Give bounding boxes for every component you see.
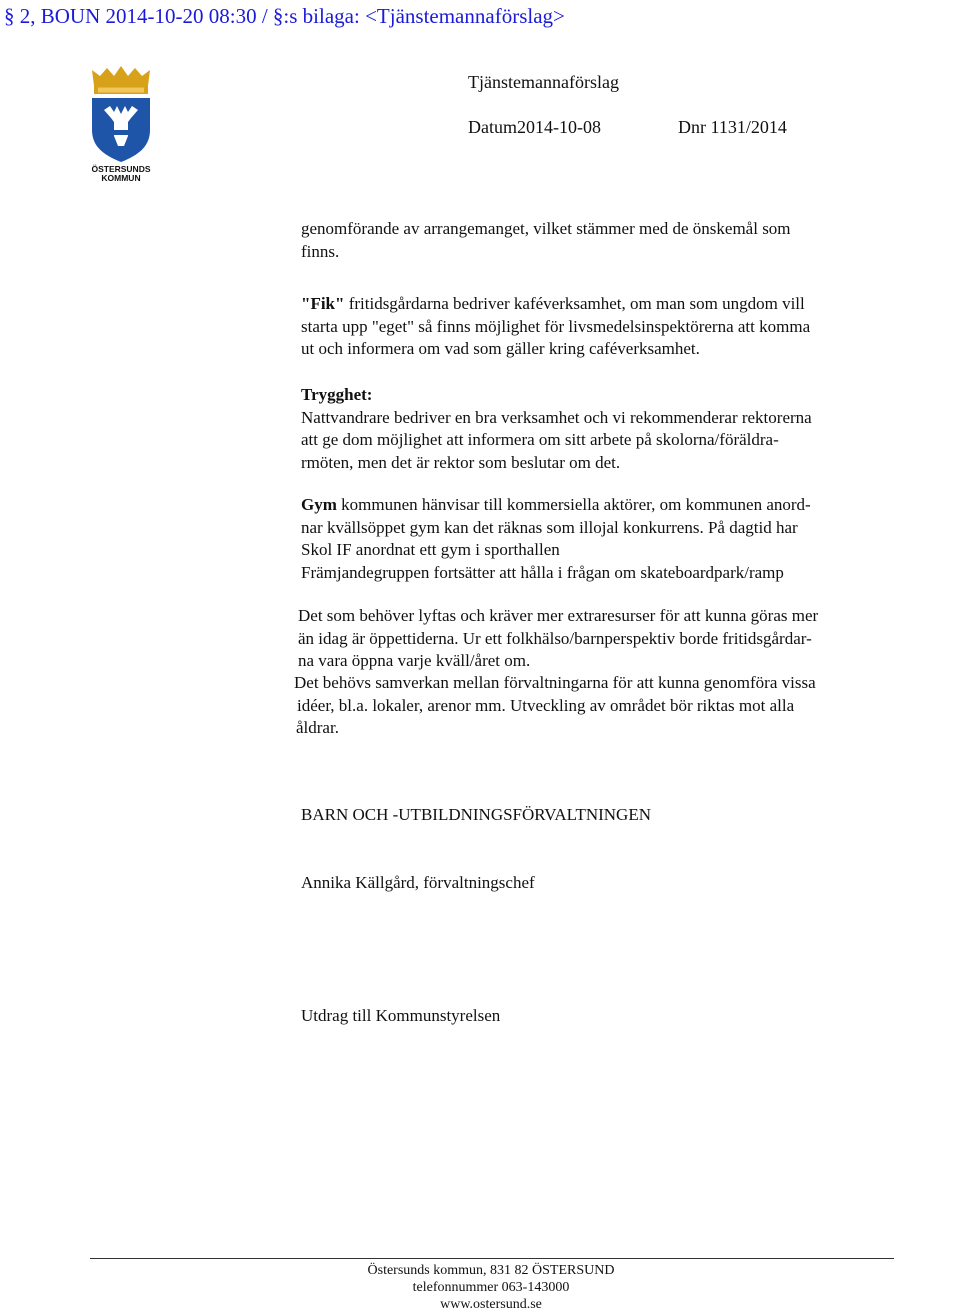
footer-phone: telefonnummer 063-143000 — [412, 1280, 570, 1295]
text-line: ut och informera om vad som gäller kring caféverksamhet. — [301, 339, 700, 358]
crown-icon — [92, 66, 150, 94]
text-line: finns. — [301, 241, 340, 261]
text-line: na vara öppna varje kväll/året om. — [298, 651, 531, 670]
paragraph-trygghet — [301, 384, 901, 474]
text-line: Främjandegruppen fortsätter att hålla i frågan om skateboardpark/ramp — [301, 562, 784, 582]
ostersund-coat-of-arms-logo — [86, 66, 156, 182]
text-line: starta upp "eget" så finns möjlighet för livsmedelsinspektörerna att komma — [301, 316, 811, 336]
paragraph-fik — [301, 293, 901, 361]
paragraph-needs — [298, 605, 898, 673]
signatory-name: Annika Källgård, förvaltningschef — [301, 873, 535, 892]
text-line: kommunen hänvisar till kommersiella aktörer, om kommunen anord- — [336, 495, 811, 514]
department-name: BARN OCH -UTBILDNINGSFÖRVALTNINGEN — [301, 805, 651, 824]
attachment-reference-line — [0, 0, 960, 32]
section-symbol: § — [272, 4, 284, 28]
bold-lead: "Fik" — [301, 294, 345, 313]
attachment-reference-text: 2, BOUN 2014-10-20 08:30 / — [19, 4, 273, 28]
footer-address: Östersunds kommun, 831 82 ÖSTERSUND — [367, 1263, 615, 1278]
text-line: Det behövs samverkan mellan förvaltningarna för att kunna genomföra vissa — [294, 673, 816, 692]
text-line: rmöten, men det är rektor som beslutar om det. — [301, 452, 621, 472]
document-date: Datum2014-10-08 — [468, 117, 601, 137]
footer-divider — [90, 1258, 894, 1259]
text-line: idéer, bl.a. lokaler, arenor mm. Utveckling av området bör riktas mot alla — [297, 695, 795, 715]
svg-text:KOMMUN: KOMMUN — [101, 173, 141, 182]
text-line: fritidsgårdarna bedriver kaféverksamhet, om man som ungdom vill — [344, 294, 805, 313]
text-line: än idag är öppettiderna. Ur ett folkhälso/barnperspektiv borde fritidsgårdar- — [298, 628, 812, 648]
text-line: Skol IF anordnat ett gym i sporthallen — [301, 540, 560, 559]
text-line: genomförande av arrangemanget, vilket stämmer med de önskemål som — [301, 219, 791, 238]
footer-website-link[interactable]: www.ostersund.se — [440, 1297, 542, 1312]
text-line: att ge dom möjlighet att informera om sitt arbete på skolorna/föräldra- — [301, 430, 779, 449]
text-line: nar kvällsöppet gym kan det räknas som illojal konkurrens. På dagtid har — [301, 517, 798, 537]
svg-text:ÖSTERSUNDS: ÖSTERSUNDS — [91, 164, 151, 174]
distribution-note: Utdrag till Kommunstyrelsen — [301, 1006, 501, 1025]
section-heading: Trygghet: — [301, 385, 373, 404]
document-type: Tjänstemannaförslag — [468, 72, 619, 92]
section-symbol: § — [4, 4, 15, 28]
bold-lead: Gym — [301, 495, 337, 514]
paragraph-continuation — [301, 218, 901, 263]
text-line: åldrar. — [296, 718, 339, 737]
text-line: Det som behöver lyftas och kräver mer extraresurser för att kunna göras mer — [298, 606, 819, 625]
text-line: Nattvandrare bedriver en bra verksamhet och vi rekommenderar rektorerna — [301, 407, 812, 427]
moose-shield-icon — [92, 98, 150, 162]
attachment-reference-text-2: :s bilaga: <Tjänstemannaförslag> — [283, 4, 565, 28]
paragraph-cooperation — [294, 672, 894, 740]
document-number: Dnr 1131/2014 — [678, 117, 787, 137]
paragraph-gym — [301, 494, 901, 584]
